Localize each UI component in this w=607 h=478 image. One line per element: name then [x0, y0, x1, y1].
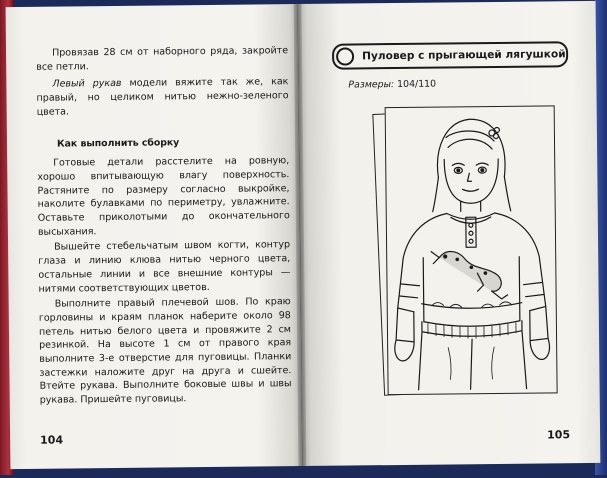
- left-sleeve-lead: Левый рукав: [52, 78, 122, 91]
- left-page: [6, 4, 303, 469]
- left-sleeve-text: модели вяжите так же, как правый, но целиком нитью нежно-зеленого цвета.: [36, 76, 289, 118]
- circle-bullet-icon: [336, 47, 354, 65]
- right-page: [298, 1, 601, 466]
- paragraph-blocking: Готовые детали расстелите на ровную, хорошо впитывающую влагу поверхность. Растяните по размеру согласно выкройке, наколите булавками по периметру, увлажните. Оставьте приколотыми до окончательного высыхания.: [37, 155, 290, 238]
- left-page-text: [36, 44, 292, 407]
- paragraph-left-sleeve: [36, 76, 288, 120]
- pattern-title-bar: [332, 41, 568, 69]
- page-number-left: 104: [40, 433, 64, 447]
- illustration-frame: [385, 105, 558, 395]
- paragraph-finishing: Выполните правый плечевой шов. По краю горловины и краям планок наберите около 98 петель нитью белого цвета и провяжите 2 см резинкой. На высоте 1 см от правого края выполните 3-е отверстие для пуговицы. Планки застежки наложите друг на друга и сшейте. Втейте рукава. Выполните боковые швы и швы рукава. Пришейте пуговицы.: [38, 296, 292, 406]
- sizes-line: [348, 79, 436, 91]
- sizes-value: 104/110: [397, 78, 437, 91]
- pattern-title: Пуловер с прыгающей лягушкой: [362, 48, 566, 63]
- paragraph-closing: Провязав 28 см от наборного ряда, закройте все петли.: [36, 45, 289, 73]
- page-number-right: 105: [547, 428, 571, 442]
- girl-sweater-illustration: [386, 106, 557, 394]
- paragraph-embroidery: Вышейте стебельчатым швом когти, контур глаза и линию клюва нитью черного цвета, остальные линии и все внешние контуры — нитями соответствующих цветов.: [38, 239, 291, 295]
- assembly-subheading: Как выполнить сборку: [56, 136, 180, 150]
- book-spread: [6, 0, 601, 478]
- sizes-label: Размеры:: [348, 79, 395, 91]
